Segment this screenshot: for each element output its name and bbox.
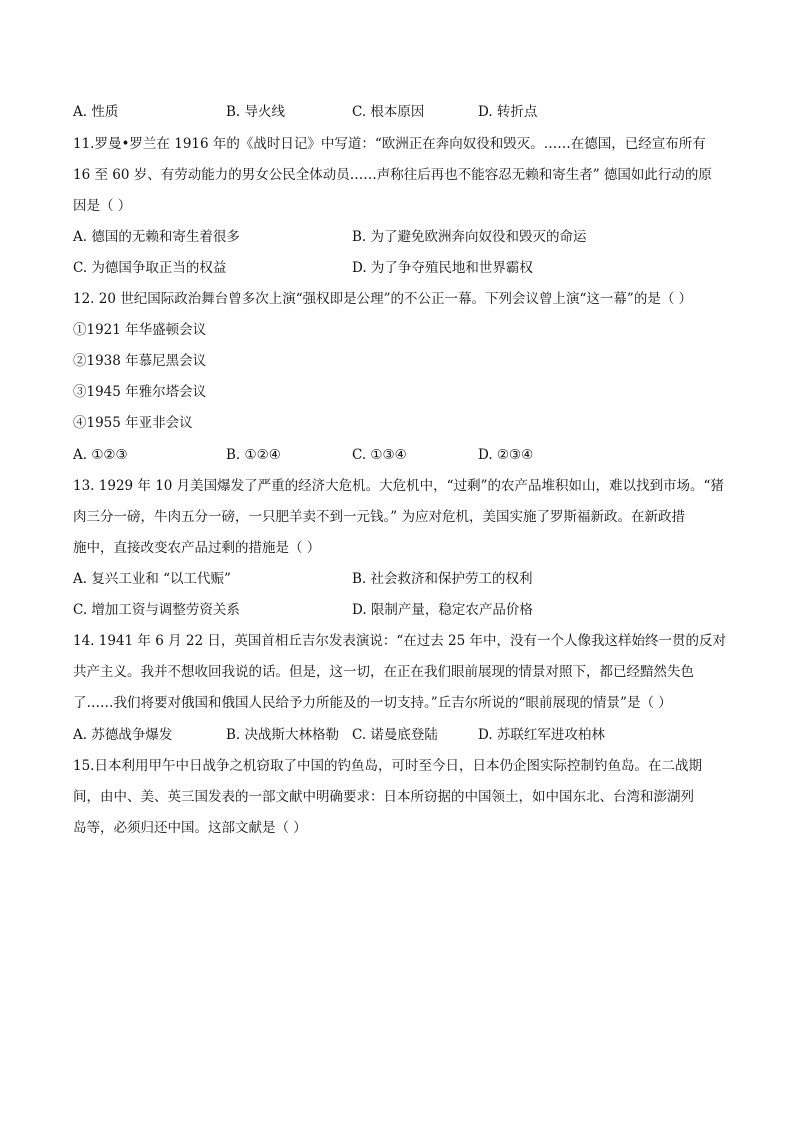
q13-option-d: D. 限制产量，稳定农产品价格: [352, 602, 533, 618]
q12-option-a: A. ①②③: [73, 447, 128, 463]
q14-option-c: C. 诺曼底登陆: [352, 727, 438, 743]
q15-stem-line-1: 15.日本利用甲午中日战争之机窃取了中国的钓鱼岛，可时至今日，日本仍企图实际控制钓鱼岛。在二战期: [73, 758, 702, 774]
q12-item-2: ②1938 年慕尼黑会议: [73, 353, 207, 369]
q11-stem-line-1: 11.罗曼•罗兰在 1916 年的《战时日记》中写道：“欧洲正在奔向奴役和毁灭。……在德国，已经宣布所有: [73, 136, 706, 152]
q11-option-c: C. 为德国争取正当的权益: [73, 260, 227, 276]
q11-stem-line-2: 16 至 60 岁、有劳动能力的男女公民全体动员……声称往后再也不能容忍无赖和寄生者” 德国如此行动的原: [73, 167, 712, 183]
q13-option-b: B. 社会救济和保护劳工的权利: [352, 571, 533, 587]
q12-item-4: ④1955 年亚非会议: [73, 415, 193, 431]
q11-stem-line-3: 因是（ ）: [73, 198, 132, 214]
q13-option-a: A. 复兴工业和 “以工代赈”: [73, 571, 231, 587]
q12-item-1: ①1921 年华盛顿会议: [73, 322, 207, 338]
q10-option-c: C. 根本原因: [352, 104, 425, 120]
q11-option-d: D. 为了争夺殖民地和世界霸权: [352, 260, 533, 276]
q15-stem-line-3: 岛等，必须归还中国。这部文献是（ ）: [73, 820, 307, 836]
q13-stem-line-2: 肉三分一磅，牛肉五分一磅，一只肥羊卖不到一元钱。” 为应对危机，美国实施了罗斯福新政。在新政措: [73, 509, 685, 525]
q14-option-d: D. 苏联红军进攻柏林: [478, 727, 605, 743]
q12-option-c: C. ①③④: [352, 447, 407, 463]
q10-option-d: D. 转折点: [478, 104, 538, 120]
q12-stem-line-1: 12. 20 世纪国际政治舞台曾多次上演“强权即是公理”的不公正一幕。下列会议曾上演“这一幕”的是（ ）: [73, 291, 693, 307]
q13-option-c: C. 增加工资与调整劳资关系: [73, 602, 240, 618]
q15-stem-line-2: 间，由中、美、英三国发表的一部文献中明确要求：日本所窃据的中国领土，如中国东北、台湾和澎湖列: [73, 789, 694, 805]
q10-option-b: B. 导火线: [226, 104, 286, 120]
q13-stem-line-1: 13. 1929 年 10 月美国爆发了严重的经济大危机。大危机中，“过剩”的农产品堆积如山，难以找到市场。“猪: [73, 478, 724, 494]
q14-stem-line-3: 了……我们将要对俄国和俄国人民给予力所能及的一切支持。”丘吉尔所说的“眼前展现的情景”是（ ）: [73, 695, 672, 711]
q14-stem-line-1: 14. 1941 年 6 月 22 日，英国首相丘吉尔发表演说：“在过去 25 年中，没有一个人像我这样始终一贯的反对: [73, 633, 727, 649]
q12-option-b: B. ①②④: [226, 447, 281, 463]
q14-stem-line-2: 共产主义。我并不想收回我说的话。但是，这一切，在正在我们眼前展现的情景对照下，都已经黯然失色: [73, 664, 694, 680]
q14-option-a: A. 苏德战争爆发: [73, 727, 173, 743]
q12-item-3: ③1945 年雅尔塔会议: [73, 384, 207, 400]
q10-option-a: A. 性质: [73, 104, 119, 120]
q13-stem-line-3: 施中，直接改变农产品过剩的措施是（ ）: [73, 540, 321, 556]
q11-option-a: A. 德国的无赖和寄生着很多: [73, 229, 240, 245]
q12-option-d: D. ②③④: [478, 447, 534, 463]
q11-option-b: B. 为了避免欧洲奔向奴役和毁灭的命运: [352, 229, 587, 245]
q14-option-b: B. 决战斯大林格勒: [226, 727, 340, 743]
